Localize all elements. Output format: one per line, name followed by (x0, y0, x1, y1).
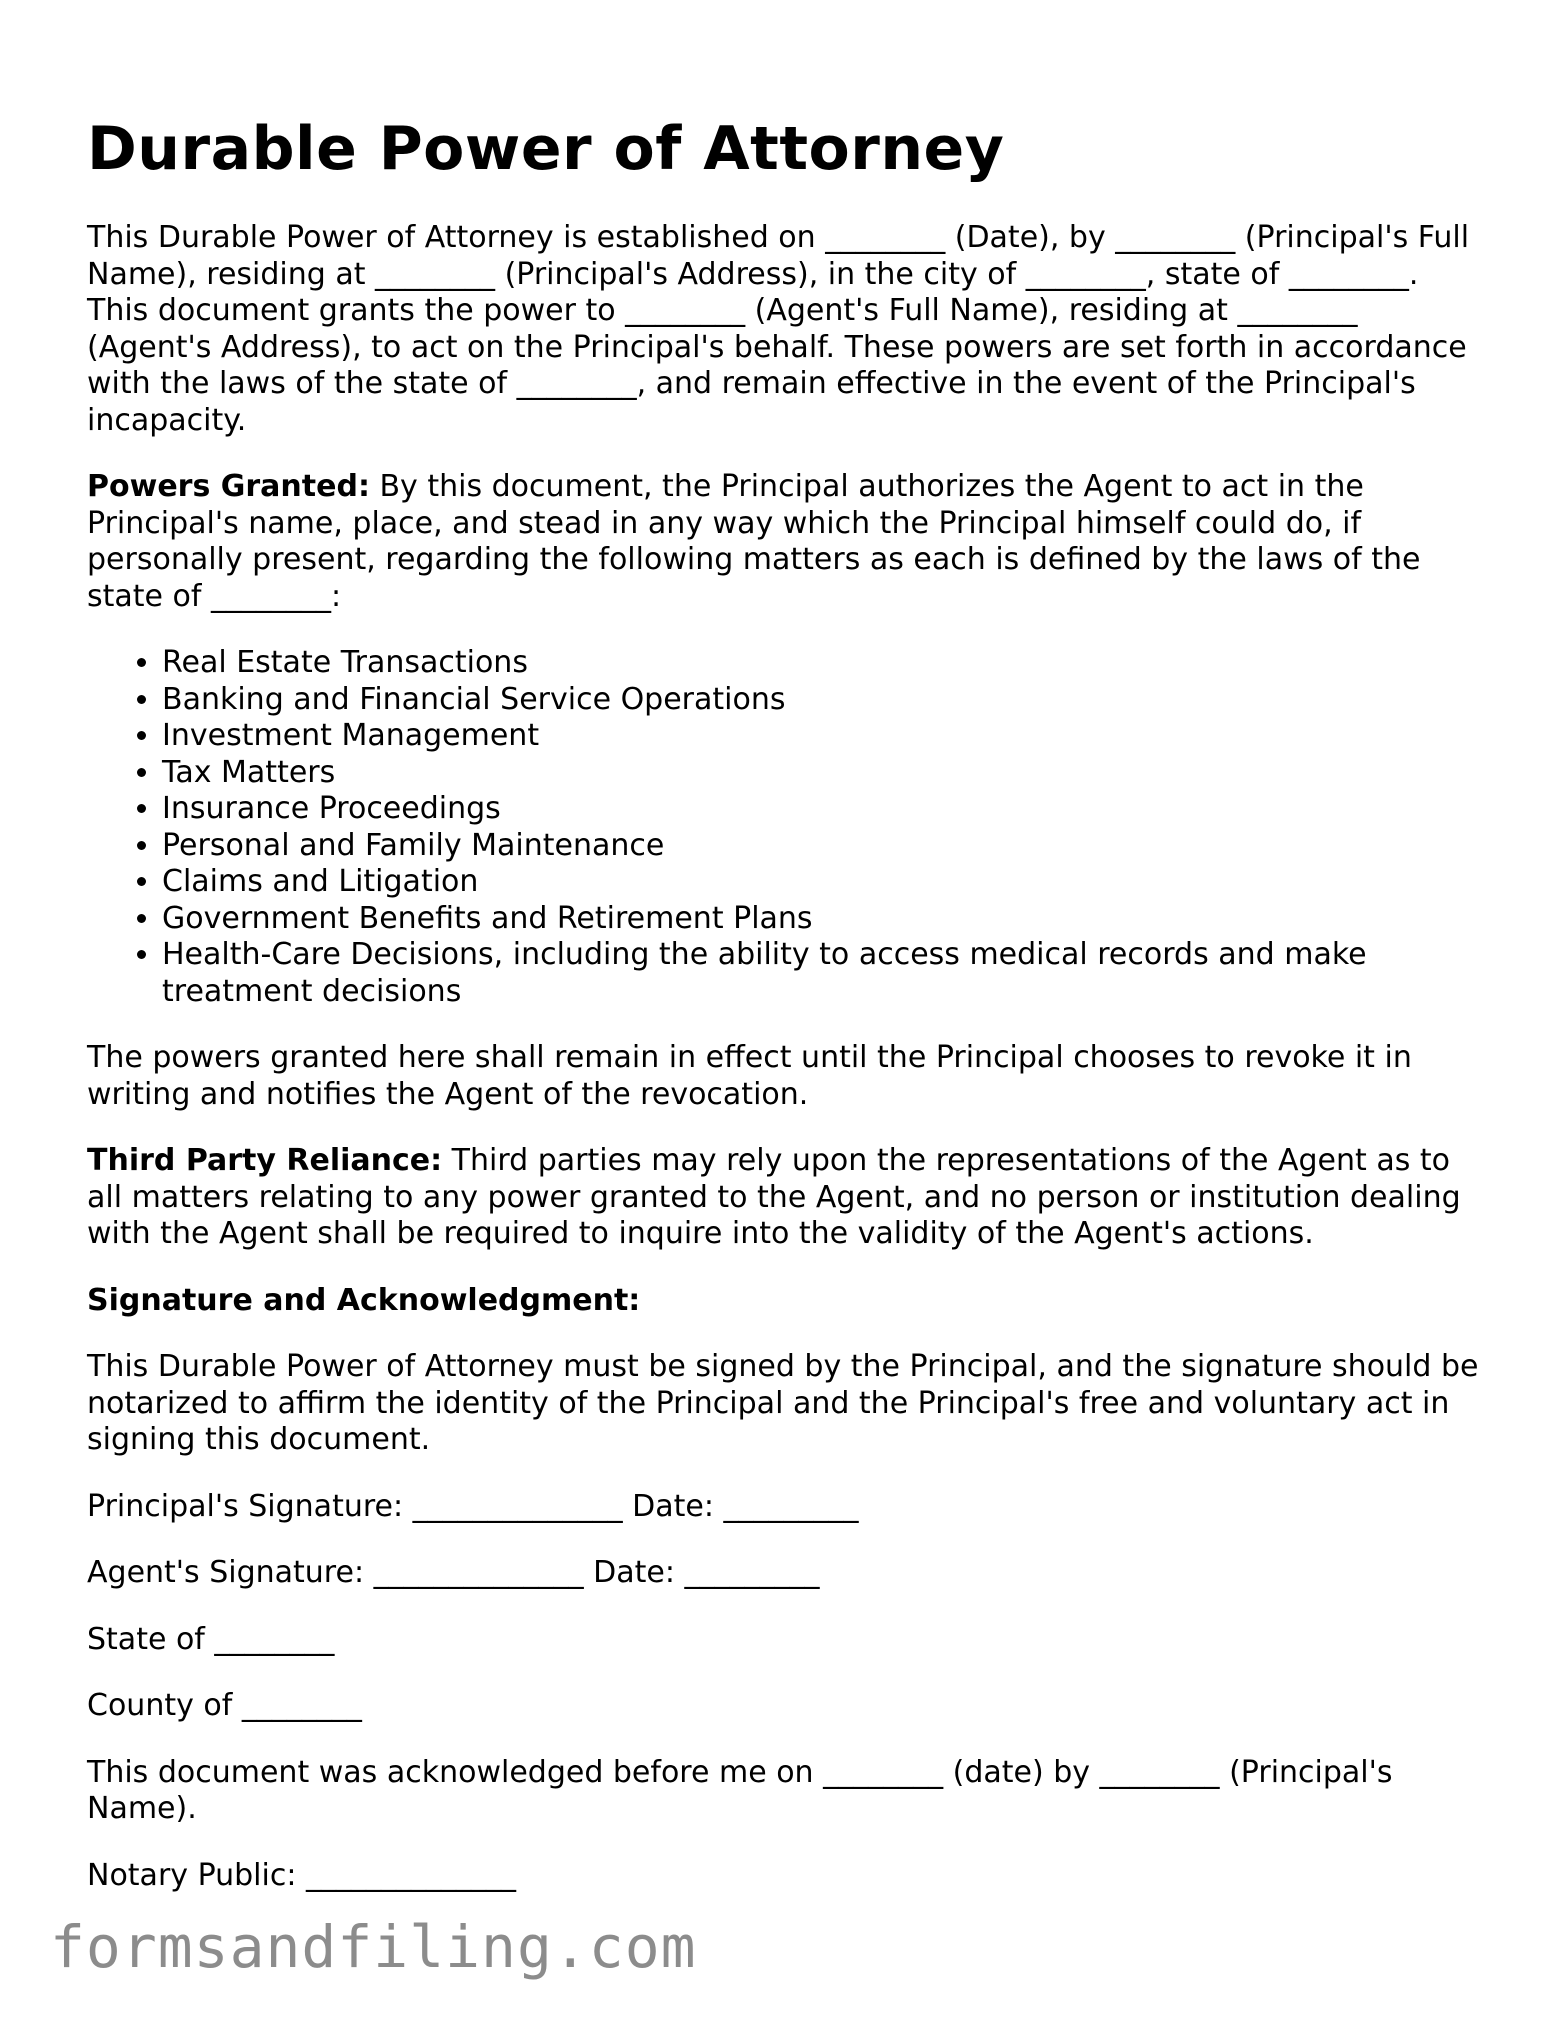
powers-list (87, 645, 1487, 1010)
state-line: State of ________ (87, 1621, 335, 1657)
document-page (87, 110, 1487, 1924)
third-party-text: Third parties may rely upon the representations of the Agent as to all matters relating to any power granted to the Agent, and no person or institution dealing with the Agent shall be required to inquire into the validity of the Agent's actions. (87, 1143, 1461, 1251)
third-party-paragraph (87, 1143, 1487, 1253)
powers-granted-label: Powers Granted: (87, 469, 370, 504)
revocation-paragraph: The powers granted here shall remain in effect until the Principal chooses to revoke it in writing and notifies the Agent of the revocation. (87, 1040, 1412, 1112)
list-item: • Banking and Financial Service Operations (162, 682, 1487, 719)
list-item: • Tax Matters (162, 755, 1487, 792)
list-item: • Health-Care Decisions, including the ability to access medical records and make treatment decisions (162, 937, 1487, 1010)
list-item: • Real Estate Transactions (162, 645, 1487, 682)
county-line: County of ________ (87, 1688, 362, 1723)
acknowledgment-paragraph: This document was acknowledged before me on ________ (date) by ________ (Principal's Name). (87, 1754, 1393, 1826)
principal-signature-line: Principal's Signature: ______________ Date: _________ (87, 1488, 859, 1524)
powers-granted-text: By this document, the Principal authorizes the Agent to act in the Principal's name, place, and stead in any way which the Principal himself could do, if personally present, regarding the following matters as each is defined by the laws of the state of ________: (87, 469, 1421, 614)
signature-paragraph: This Durable Power of Attorney must be signed by the Principal, and the signature should be notarized to affirm the identity of the Principal and the Principal's free and voluntary act in signing this document. (87, 1349, 1479, 1457)
list-item: • Investment Management (162, 718, 1487, 755)
notary-line: Notary Public: ______________ (87, 1857, 516, 1893)
list-item: • Claims and Litigation (162, 864, 1487, 901)
watermark: formsandfiling.com (50, 1913, 697, 1981)
third-party-label: Third Party Reliance: (87, 1143, 443, 1178)
powers-granted-paragraph (87, 469, 1487, 615)
list-item: • Personal and Family Maintenance (162, 828, 1487, 865)
document-title: Durable Power of Attorney (87, 114, 1005, 184)
list-item: • Insurance Proceedings (162, 791, 1487, 828)
signature-heading: Signature and Acknowledgment: (87, 1282, 641, 1318)
agent-signature-line: Agent's Signature: ______________ Date: _________ (87, 1555, 820, 1590)
intro-paragraph: This Durable Power of Attorney is established on ________ (Date), by ________ (Principal's Full Name), residing at ________ (Principal's Address), in the city of ________, state of ________. This document grants the power to ________ (Agent's Full Name), residing at ________ (Agent's Address), to act on the Principal's behalf. These powers are set forth in accordance with the laws of the state of ________, and remain effective in the event of the Principal's incapacity. (87, 220, 1470, 438)
list-item: • Government Benefits and Retirement Plans (162, 901, 1487, 938)
